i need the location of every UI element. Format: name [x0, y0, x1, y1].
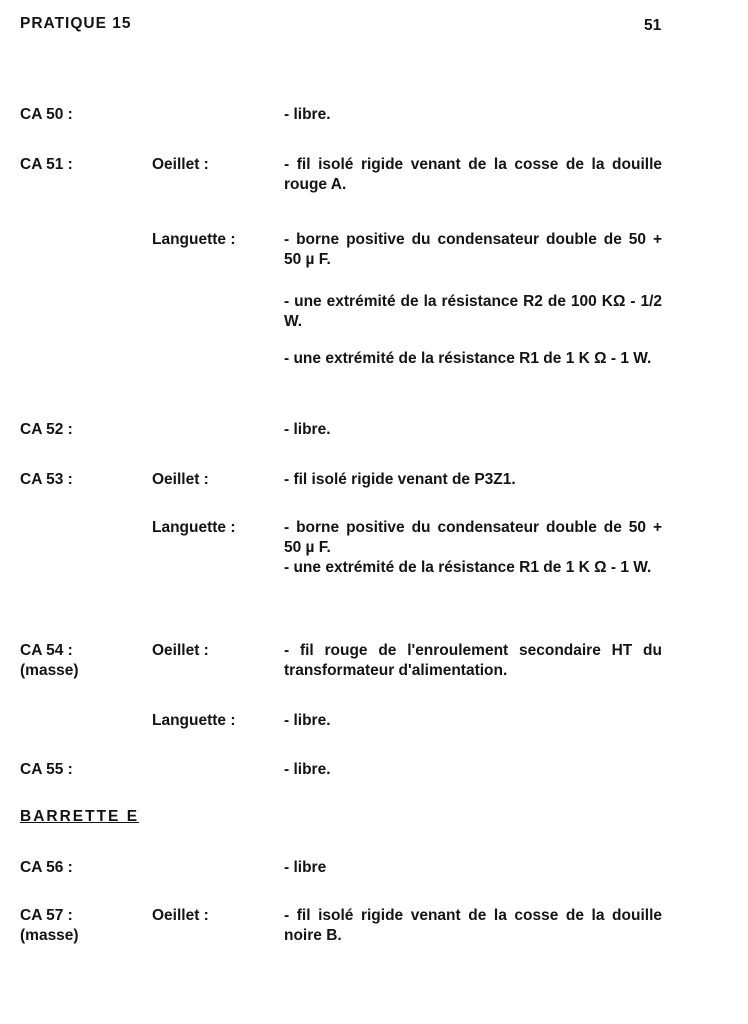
contact-note: (masse): [20, 662, 79, 679]
contact-description: - une extrémité de la résistance R2 de 100 KΩ - 1/2 W.: [284, 293, 662, 330]
contact-description: - libre.: [284, 761, 331, 778]
contact-label: CA 57 : (masse): [20, 906, 140, 946]
contact-description: - fil isolé rigide venant de la cosse de la douille rouge A.: [284, 156, 662, 193]
contact-description: - fil isolé rigide venant de P3Z1.: [284, 471, 516, 488]
contact-label: CA 56 :: [20, 859, 73, 876]
contact-description: - une extrémité de la résistance R1 de 1 K Ω - 1 W.: [284, 350, 652, 367]
contact-description: - borne positive du condensateur double de 50 + 50 µ F.: [284, 231, 662, 268]
contact-label: CA 50 :: [20, 106, 73, 123]
connection-type: Languette :: [152, 231, 236, 248]
contact-description: - fil isolé rigide venant de la cosse de la douille noire B.: [284, 907, 662, 944]
contact-description: - libre.: [284, 106, 331, 123]
connection-type: Oeillet :: [152, 642, 209, 659]
connection-type: Languette :: [152, 712, 236, 729]
connection-type: Languette :: [152, 519, 236, 536]
page-number: 51: [644, 17, 662, 34]
connection-type: Oeillet :: [152, 907, 209, 924]
connection-type: Oeillet :: [152, 471, 209, 488]
contact-label: CA 52 :: [20, 421, 73, 438]
contact-label: CA 54 : (masse): [20, 641, 140, 681]
contact-label: CA 51 :: [20, 156, 73, 173]
page-header-chapter: PRATIQUE 15: [20, 15, 132, 32]
contact-label: CA 55 :: [20, 761, 73, 778]
connection-type: Oeillet :: [152, 156, 209, 173]
contact-description: - libre.: [284, 712, 331, 729]
contact-note: (masse): [20, 927, 79, 944]
section-title: BARRETTE E: [20, 808, 140, 825]
contact-description: - libre.: [284, 421, 331, 438]
contact-description: - fil rouge de l'enroulement secondaire HT du transformateur d'alimentation.: [284, 642, 662, 679]
contact-description: - borne positive du condensateur double de 50 + 50 µ F. - une extrémité de la résistance R1 de 1 K Ω - 1 W.: [284, 519, 662, 576]
contact-label: CA 53 :: [20, 471, 73, 488]
contact-description: - libre: [284, 859, 327, 876]
